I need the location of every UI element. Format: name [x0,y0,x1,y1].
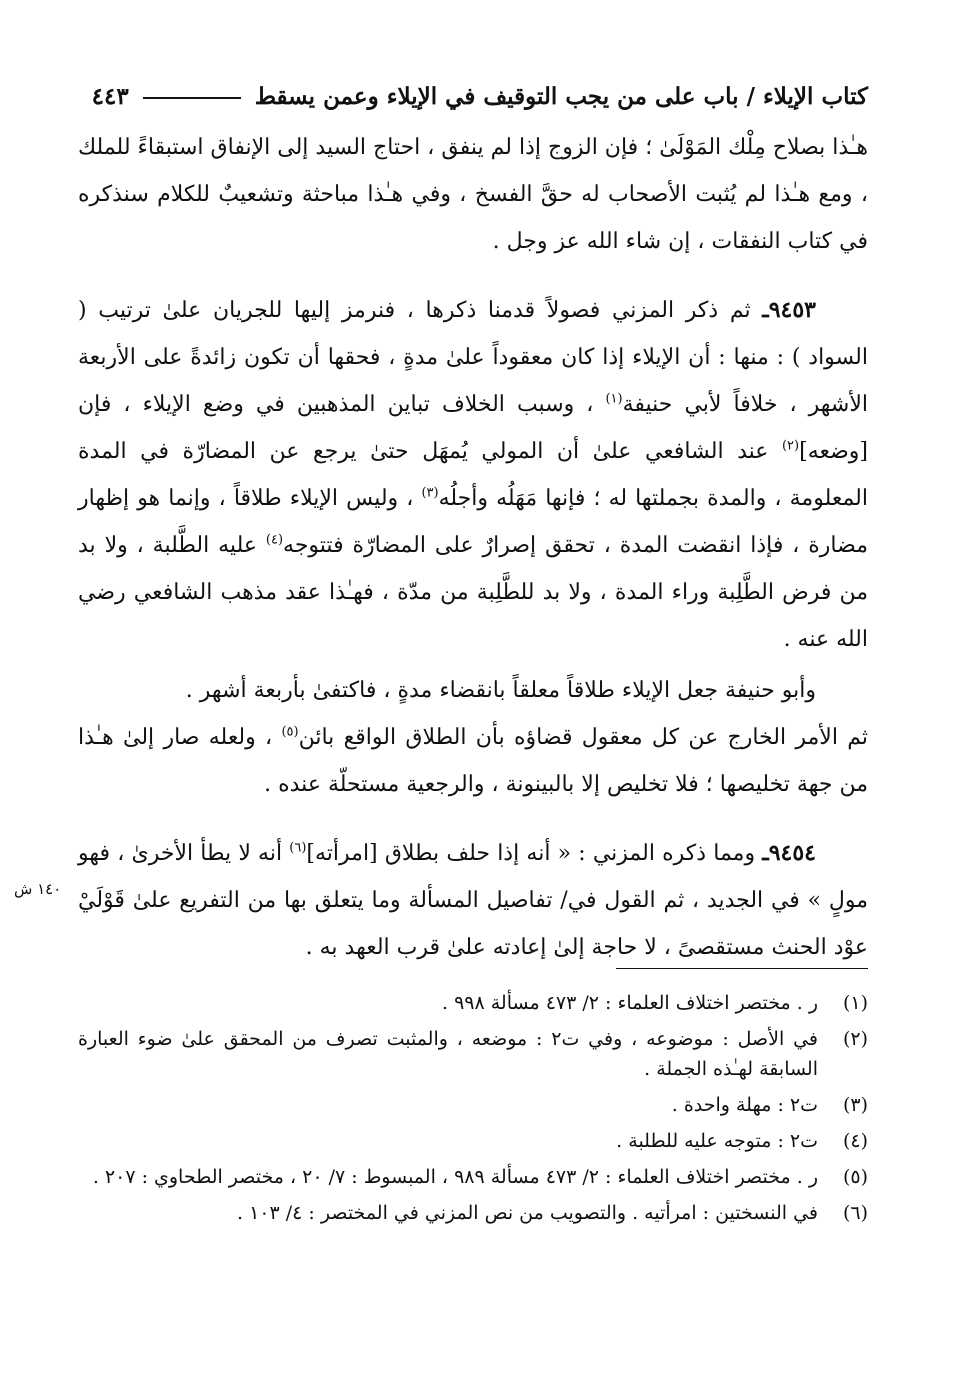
footnote-number: (٣) [842,1094,868,1116]
running-header [78,78,868,114]
footnotes [78,988,868,1234]
footnote-number: (١) [842,992,868,1014]
text-run: ، ولعله صار إلىٰ هـٰذا من جهة تخليصها ؛ فلا تخليص إلا بالبينونة ، والرجعية مستحلّة عنده . [78,725,868,797]
page-number: ٤٤٣ [91,82,129,110]
footnote-item [78,1198,868,1228]
header-rule [143,97,241,99]
paragraph-continuation: هـٰذا بصلاح مِلْك المَوْلَىٰ ؛ فإن الزوج إذا لم ينفق ، احتاج السيد إلى الإنفاق استبقاءً للملك ، ومع هـٰذا لم يُثبت الأصحاب له حقَّ الفسخ ، وفي هـٰذا مباحثة وتشعيبٌ للكلام سنذكره في كتاب النفقات ، إن شاء الله عز وجل . [78,135,869,254]
footnote-ref: (١) [605,391,623,407]
footnote-number: (٢) [842,1028,868,1050]
text-run: ، وسبب الخلاف تباين المذهبين في وضع الإيلاء ، فإن [وضعه] [78,392,868,464]
text-run: عند الشافعي علىٰ أن المولي يُمهَل حتىٰ يرجع عن المضارّة في المدة المعلومة ، والمدة بجملتها له ؛ فإنها مَهَلُه وأجلُه [78,439,868,511]
footnote-text: ت٢ : متوجه عليه للطلبة . [616,1130,818,1152]
footnote-item [78,1126,868,1156]
section-number: ٩٤٥٤ـ [762,840,816,866]
footnote-item [78,988,868,1018]
footnote-number: (٤) [842,1130,868,1152]
footnote-separator [616,968,868,969]
footnote-text: ر . مختصر اختلاف العلماء : ٢/ ٤٧٣ مسألة ٩٨٩ ، المبسوط : ٧/ ٢٠ ، مختصر الطحاوي : ٢٠٧ . [92,1166,818,1188]
footnote-text: في الأصل : موضوعه ، وفي ت٢ : موضعه ، والمثبت تصرف من المحقق علىٰ ضوء العبارة السابقة لهـٰذه الجملة . [78,1028,818,1080]
footnote-item [78,1090,868,1120]
text-run: ومما ذكره المزني : « أنه إذا حلف بطلاق [امرأته] [306,841,763,866]
manuscript-margin-note: ١٤٠ ش [14,880,62,898]
text-run: ، وليس الإيلاء طلاقاً ، وإنما هو إظهار مضارة ، فإذا انقضت المدة ، تحقق إصرارٌ على المضارّة فتتوجه [78,486,868,558]
paragraph-9454 [78,830,868,971]
section-number: ٩٤٥٣ـ [762,297,816,323]
paragraph-gap [78,265,868,287]
footnote-number: (٦) [842,1202,868,1224]
header-title: كتاب الإيلاء / باب على من يجب التوقيف في الإيلاء وعمن يسقط [254,82,868,110]
footnote-text: ر . مختصر اختلاف العلماء : ٢/ ٤٧٣ مسألة ٩٩٨ . [441,992,818,1014]
footnote-item [78,1024,868,1084]
text-run: ثم ذكر المزني فصولاً قدمنا ذكرها ، فنرمز إليها للجريان علىٰ ترتيب ( السواد ) : منها : أن الإيلاء إذا كان معقوداً علىٰ مدةٍ ، فحقها أن تكون زائدةً على الأربعة الأشهر ، خلافاً لأبي حنيفة [78,298,869,417]
text-run: ثم الأمر الخارج عن كل معقول قضاؤه بأن الطلاق الواقع بائن [298,725,868,750]
footnote-ref: (٤) [265,532,284,548]
text-run: عليه الطَّلبة ، ولا بد من فرض الطَّلِبة وراء المدة ، ولا بد للطَّلِبة من مدّة ، فهـٰذا عقد مذهب الشافعي رضي الله عنه . [78,533,868,652]
footnote-text: في النسختين : امرأتيه . والتصويب من نص المزني في المختصر : ٤/ ١٠٣ . [236,1202,818,1224]
footnote-ref: (٥) [281,724,299,740]
footnote-ref: (٦) [289,840,307,856]
main-text [78,124,868,971]
paragraph-9453 [78,287,868,663]
footnote-ref: (٢) [781,438,800,454]
paragraph-gap [78,808,868,830]
paragraph-abu-hanifa: وأبو حنيفة جعل الإيلاء طلاقاً معلقاً بانقضاء مدةٍ ، فاكتفىٰ بأربعة أشهر . [185,678,816,703]
footnote-number: (٥) [842,1166,868,1188]
paragraph-talaq [78,714,868,808]
footnote-ref: (٣) [421,485,439,501]
footnote-text: ت٢ : مهلة واحدة . [671,1094,818,1116]
footnote-item [78,1162,868,1192]
text-run: أنه لا يطأ الأخرىٰ ، فهو مولٍ » في الجديد ، ثم القول في/ تفاصيل المسألة وما يتعلق بها من التفريع علىٰ قَوْلَيْ عوْد الحنث مستقصىً ، لا حاجة إلىٰ إعادته علىٰ قرب العهد به . [78,841,868,960]
